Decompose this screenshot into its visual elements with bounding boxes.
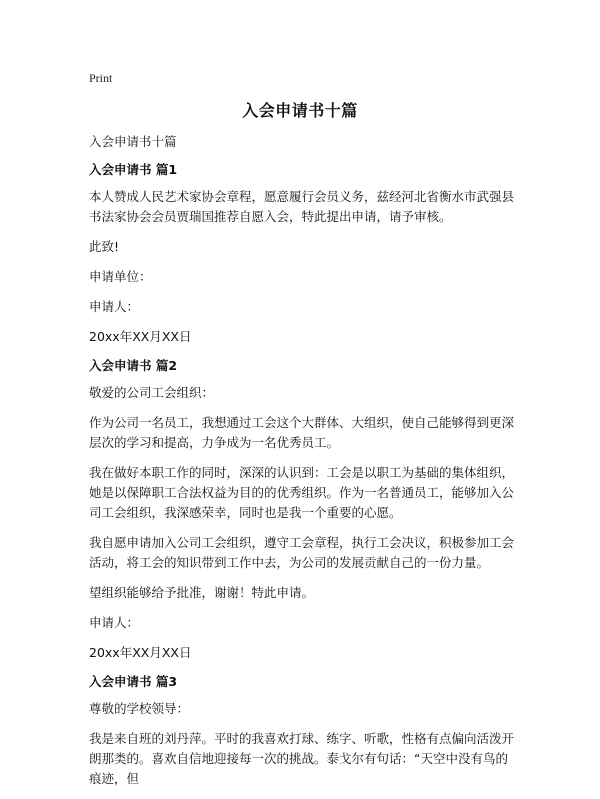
print-label[interactable]: Print (89, 71, 113, 85)
paragraph: 敬爱的公司工会组织： (89, 385, 215, 400)
paragraph: 我自愿申请加入公司工会组织，遵守工会章程，执行工会决议，积极参加工会活动，将工会的知识带到工作中去，为公司的发展贡献自己的一份力量。 (89, 535, 515, 570)
section-heading-1: 入会申请书 篇1 (89, 162, 178, 177)
paragraph: 我是来自班的刘丹萍。平时的我喜欢打球、练字、听歌，性格有点偏向活泼开朗那类的。喜欢自信地迎接每一次的挑战。泰戈尔有句话：“天空中没有鸟的痕迹，但 (89, 731, 515, 786)
paragraph: 申请人： (89, 615, 140, 630)
paragraph-date: 20xx年XX月XX日 (89, 329, 192, 344)
paragraph: 申请人： (89, 299, 140, 314)
document-subtitle: 入会申请书十篇 (89, 134, 177, 149)
paragraph: 我在做好本职工作的同时，深深的认识到：工会是以职工为基础的集体组织，她是以保障职工合法权益为目的的优秀组织。作为一名普通员工，能够加入公司工会组织，我深感荣幸，同时也是我一个重要的心愿。 (89, 465, 515, 520)
paragraph: 申请单位： (89, 269, 152, 284)
paragraph: 此致! (89, 239, 120, 254)
paragraph: 作为公司一名员工，我想通过工会这个大群体、大组织，使自己能够得到更深层次的学习和提高，力争成为一名优秀员工。 (89, 415, 515, 450)
document-body (89, 132, 519, 799)
section-heading-2: 入会申请书 篇2 (89, 358, 178, 373)
paragraph-date: 20xx年XX月XX日 (89, 645, 192, 660)
paragraph: 尊敬的学校领导： (89, 701, 190, 716)
page-title: 入会申请书十篇 (242, 101, 358, 120)
section-heading-3: 入会申请书 篇3 (89, 674, 178, 689)
paragraph: 本人赞成人民艺术家协会章程，愿意履行会员义务，兹经河北省衡水市武强县书法家协会会员贾瑞国推荐自愿入会，特此提出申请，请予审核。 (89, 189, 515, 224)
paragraph: 望组织能够给予批准，谢谢！特此申请。 (89, 585, 315, 600)
